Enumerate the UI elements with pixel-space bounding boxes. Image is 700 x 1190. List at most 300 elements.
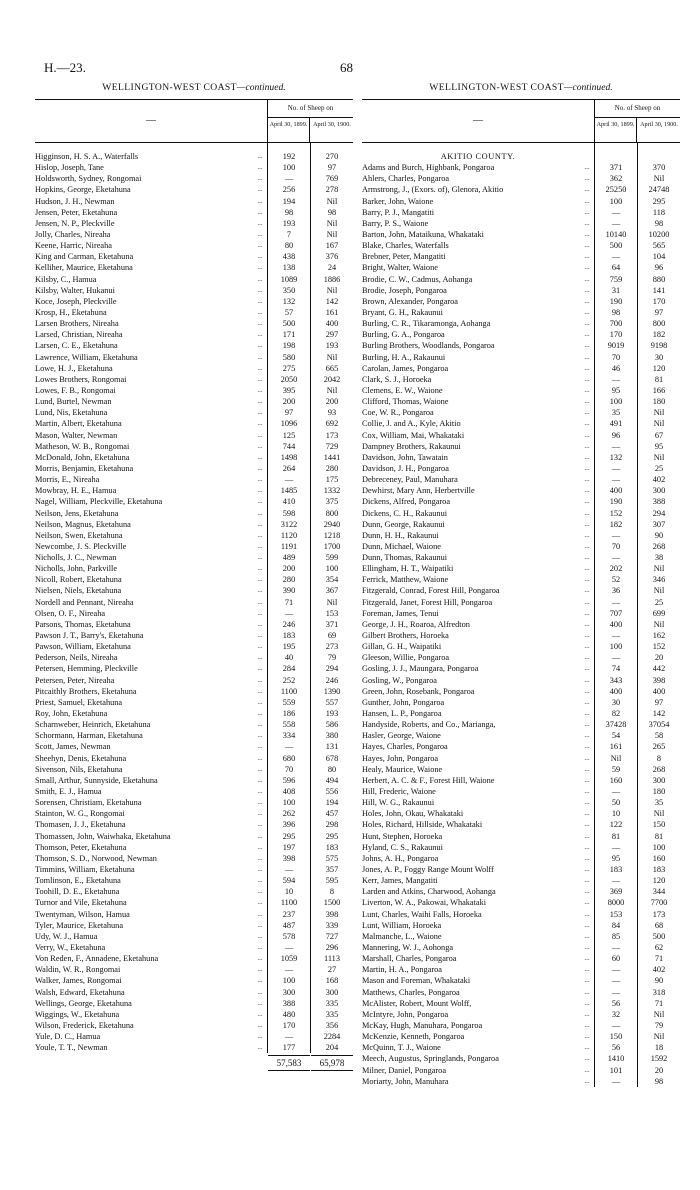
sheep-1900: 665: [325, 363, 339, 373]
table-row: [35, 897, 353, 908]
table-row: [362, 1042, 680, 1053]
leader-dots: ...: [584, 631, 590, 640]
left-totals: [35, 1055, 353, 1071]
owner-name: Dampney Brothers, Rakaunui: [362, 441, 461, 451]
table-row: [35, 764, 353, 775]
sheep-1900: Nil: [653, 408, 665, 418]
sheep-1899: 7: [286, 229, 292, 239]
table-row: [35, 474, 353, 485]
leader-dots: ...: [257, 174, 263, 183]
table-row: [35, 663, 353, 674]
table-row: [35, 853, 353, 864]
owner-name: Timmins, William, Eketahuna: [35, 865, 135, 874]
table-row: [362, 842, 680, 853]
table-row: [35, 340, 353, 351]
leader-dots: ...: [584, 942, 590, 951]
leader-dots: ...: [584, 998, 590, 1007]
leader-dots: ...: [257, 976, 263, 985]
sheep-1899: 190: [609, 497, 623, 507]
sheep-1899: 396: [282, 820, 296, 830]
leader-dots: ...: [257, 475, 263, 484]
sheep-1899: 36: [611, 586, 621, 596]
leader-dots: ...: [584, 441, 590, 450]
leader-dots: ...: [584, 931, 590, 940]
owner-name: Martin, H. A., Pongaroa: [362, 965, 442, 975]
table-row: [362, 808, 680, 819]
leader-dots: ...: [257, 1020, 263, 1029]
leader-dots: ...: [584, 898, 590, 907]
leader-dots: ...: [584, 1054, 590, 1063]
table-row: [362, 597, 680, 608]
sheep-1899: —: [611, 976, 621, 986]
table-row: [362, 240, 680, 251]
sheep-1899: 95: [611, 385, 621, 395]
table-row: [35, 363, 353, 374]
owner-name: Clark, S. J., Horoeka: [362, 374, 432, 384]
table-row: [35, 585, 353, 596]
leader-dots: ...: [584, 709, 590, 718]
leader-dots: ...: [584, 1076, 590, 1085]
leader-dots: ...: [584, 798, 590, 807]
leader-dots: ...: [584, 575, 590, 584]
sheep-1900: 1113: [324, 954, 340, 964]
sheep-1900: 297: [325, 330, 339, 340]
table-row: [35, 385, 353, 396]
total-1900: 65,978: [311, 1055, 353, 1071]
table-row: [362, 430, 680, 441]
sheep-1900: 400: [325, 319, 339, 329]
table-row: [35, 864, 353, 875]
sheep-1900: 1218: [323, 530, 341, 540]
leader-dots: ...: [257, 675, 263, 684]
sheep-1900: Nil: [653, 564, 665, 574]
table-row: [35, 786, 353, 797]
owner-name: Bryant, G. H., Rakaunui: [362, 307, 443, 317]
owner-name: Verry, W., Eketahuna: [35, 942, 106, 952]
owner-name: Nicoll, Robert, Eketahuna: [35, 575, 122, 585]
sheep-1900: 81: [654, 831, 664, 841]
table-row: [362, 218, 680, 229]
sheep-1899: —: [611, 463, 621, 473]
table-row: [35, 641, 353, 652]
owner-name: Fitzgerald, Janet, Forest Hill, Pongaroa: [362, 597, 493, 607]
leader-dots: ...: [584, 218, 590, 227]
owner-name: Nielsen, Niels, Eketahuna: [35, 586, 122, 596]
county-heading: [362, 151, 680, 162]
sheep-1900: 800: [652, 319, 666, 329]
sheep-1900: 294: [325, 664, 339, 674]
sheep-1900: 167: [325, 241, 339, 251]
leader-dots: ...: [584, 608, 590, 617]
owner-name: Meech, Augustus, Springlands, Pongaroa: [362, 1054, 499, 1064]
sheep-1900: 8: [329, 887, 335, 897]
owner-name: Hopkins, George, Eketahuna: [35, 185, 131, 195]
table-row: [35, 975, 353, 986]
sheep-1900: 204: [325, 1043, 339, 1053]
sheep-1899: 160: [609, 775, 623, 785]
sheep-1900: 800: [325, 508, 339, 518]
sheep-1900: 370: [652, 163, 666, 173]
leader-dots: ...: [257, 664, 263, 673]
table-row: [362, 530, 680, 541]
owner-name: Tomlinson, E., Eketahuna: [35, 876, 121, 886]
leader-dots: ...: [257, 430, 263, 439]
sheep-1899: 32: [611, 1009, 621, 1019]
sheep-1900: 357: [325, 865, 339, 874]
sheep-1899: 500: [609, 241, 623, 251]
sheep-1900: 183: [652, 865, 666, 874]
owner-name: Malmanche, L., Waione: [362, 931, 442, 941]
sheep-1899: 74: [611, 664, 621, 674]
sheep-1900: 58: [654, 731, 664, 741]
page-number: 68: [340, 60, 353, 75]
owner-name: Hayes, Charles, Pongaroa: [362, 742, 448, 752]
owner-name: Bright, Walter, Waione: [362, 263, 438, 273]
sheep-1900: 24: [327, 263, 337, 273]
table-row: [362, 853, 680, 864]
owner-name: Clemens, E. W., Waione: [362, 385, 443, 395]
leader-dots: ...: [584, 775, 590, 784]
sheep-1899: 388: [282, 998, 296, 1008]
sheep-1900: 98: [654, 218, 664, 228]
sheep-1900: 442: [652, 664, 666, 674]
table-row: [362, 474, 680, 485]
table-row: [362, 207, 680, 218]
table-row: [35, 708, 353, 719]
leader-dots: ...: [257, 853, 263, 862]
right-name-header: —: [362, 100, 595, 142]
owner-name: Barry, P. J., Mangatiti: [362, 207, 435, 217]
sheep-1900: 1592: [650, 1054, 668, 1064]
table-row: [362, 508, 680, 519]
sheep-1900: 182: [652, 330, 666, 340]
sheep-1900: 95: [654, 441, 664, 451]
sheep-1900: 62: [654, 942, 664, 952]
owner-name: Scott, James, Newman: [35, 742, 111, 752]
owner-name: Mason, Walter, Newman: [35, 430, 118, 440]
sheep-1899: 57: [284, 307, 294, 317]
leader-dots: ...: [257, 274, 263, 283]
owner-name: Lowe, H. J., Eketahuna: [35, 363, 113, 373]
owner-name: Sivenson, Nils, Eketahuna: [35, 764, 123, 774]
sheep-1899: 598: [282, 508, 296, 518]
sheep-1900: 168: [325, 976, 339, 986]
sheep-1899: 50: [611, 798, 621, 808]
sheep-1899: 100: [609, 196, 623, 206]
leader-dots: ...: [584, 820, 590, 829]
table-row: [362, 552, 680, 563]
leader-dots: ...: [584, 1065, 590, 1074]
sheep-1900: 2284: [323, 1032, 341, 1042]
owner-name: Adams and Burch, Highbank, Pongaroa: [362, 163, 495, 173]
sheep-1900: 120: [652, 363, 666, 373]
table-row: [362, 363, 680, 374]
table-row: [35, 931, 353, 942]
owner-name: Tyler, Maurice, Eketahuna: [35, 920, 124, 930]
sheep-1900: 307: [652, 519, 666, 529]
table-row: [362, 396, 680, 407]
sheep-1899: 122: [609, 820, 623, 830]
sheep-1900: 500: [652, 931, 666, 941]
left-name-header: —: [35, 100, 268, 142]
leader-dots: ...: [257, 753, 263, 762]
leader-dots: ...: [257, 185, 263, 194]
table-row: [362, 329, 680, 340]
table-row: [362, 897, 680, 908]
table-row: [362, 485, 680, 496]
leader-dots: ...: [584, 508, 590, 517]
owner-name: Dunn, H. H., Rakaunui: [362, 530, 439, 540]
sheep-1900: 153: [325, 608, 339, 618]
right-title-suffix: —continued.: [563, 82, 613, 93]
leader-dots: ...: [584, 463, 590, 472]
owner-name: Larsed, Christian, Nireaha: [35, 330, 123, 340]
sheep-1899: —: [611, 876, 621, 886]
sheep-1900: 380: [325, 731, 339, 741]
sheep-1899: 52: [611, 575, 621, 585]
sheep-1899: 284: [282, 664, 296, 674]
sheep-1900: 278: [325, 185, 339, 195]
sheep-1899: —: [284, 865, 294, 874]
table-row: [362, 307, 680, 318]
right-rows: [362, 143, 680, 1087]
owner-name: Lund, Nis, Eketahuna: [35, 408, 108, 418]
sheep-1899: 80: [284, 241, 294, 251]
table-row: [35, 240, 353, 251]
sheep-1900: 880: [652, 274, 666, 284]
owner-name: Carolan, James, Pongaroa: [362, 363, 449, 373]
table-row: [35, 1031, 353, 1042]
right-table-body: [362, 143, 680, 1087]
sheep-1900: 280: [325, 463, 339, 473]
table-row: [362, 797, 680, 808]
table-row: [35, 418, 353, 429]
sheep-1899: 1089: [280, 274, 298, 284]
sheep-1899: 161: [609, 742, 623, 752]
sheep-1899: 100: [282, 976, 296, 986]
sheep-1900: 173: [652, 909, 666, 919]
sheep-1900: 339: [325, 920, 339, 930]
owner-name: Mannering, W. J., Aohonga: [362, 942, 454, 952]
leader-dots: ...: [584, 475, 590, 484]
sheep-1899: 1096: [280, 419, 298, 429]
sheep-1899: 150: [609, 1032, 623, 1042]
owner-name: Moriarty, John, Manuhara: [362, 1076, 449, 1086]
table-row: [35, 262, 353, 273]
owner-name: King and Carman, Eketahuna: [35, 252, 134, 262]
leader-dots: ...: [584, 430, 590, 439]
sheep-1900: 556: [325, 787, 339, 797]
sheep-1899: —: [611, 787, 621, 797]
leader-dots: ...: [257, 865, 263, 873]
sheep-1900: Nil: [653, 619, 665, 629]
leader-dots: ...: [584, 497, 590, 506]
sheep-1900: 152: [652, 642, 666, 652]
owner-name: Kilsby, Walter, Hukanui: [35, 285, 115, 295]
owner-name: Thomson, S. D., Norwood, Newman: [35, 853, 157, 863]
leader-dots: ...: [257, 619, 263, 628]
owner-name: Holdsworth, Sydney, Rongomai: [35, 174, 142, 184]
owner-name: Nordell and Pennant, Nireaha: [35, 597, 134, 607]
table-row: [362, 975, 680, 986]
leader-dots: ...: [257, 731, 263, 740]
sheep-1899: 398: [282, 853, 296, 863]
table-row: [362, 675, 680, 686]
sheep-1899: 262: [282, 809, 296, 819]
sheep-1900: 268: [652, 541, 666, 551]
leader-dots: ...: [257, 307, 263, 316]
sheep-1900: 595: [325, 876, 339, 886]
owner-name: Gosling, J. J., Maungara, Pongaroa: [362, 664, 479, 674]
sheep-1900: 161: [325, 307, 339, 317]
owner-name: McKenzie, Kenneth, Pongaroa: [362, 1032, 465, 1042]
sheep-1900: 27: [327, 965, 337, 975]
sheep-1900: 93: [327, 408, 337, 418]
owner-name: Twentyman, Wilson, Hamua: [35, 909, 130, 919]
sheep-1899: 237: [282, 909, 296, 919]
owner-name: Nicholls, J. C., Newman: [35, 553, 117, 563]
table-row: [35, 630, 353, 641]
leader-dots: ...: [257, 319, 263, 328]
sheep-1899: 197: [282, 842, 296, 852]
owner-name: Yule, D. C., Hamua: [35, 1032, 101, 1042]
table-row: [35, 196, 353, 207]
table-row: [35, 329, 353, 340]
sheep-1899: 559: [282, 697, 296, 707]
table-row: [362, 663, 680, 674]
sheep-1900: 376: [325, 252, 339, 262]
sheep-1900: 193: [325, 709, 339, 719]
right-year2-header: April 30, 1900.: [640, 121, 678, 128]
table-row: [362, 764, 680, 775]
owner-name: Lowes, F. B., Rongomai: [35, 385, 116, 395]
leader-dots: ...: [257, 452, 263, 461]
sheep-1900: 300: [325, 987, 339, 997]
owner-name: Koce, Joseph, Pleckville: [35, 296, 117, 306]
table-row: [35, 875, 353, 886]
owner-name: Hansen, L. P., Pongaroa: [362, 709, 442, 719]
table-row: [35, 886, 353, 897]
table-row: [362, 519, 680, 530]
leader-dots: ...: [257, 909, 263, 918]
sheep-1899: 170: [609, 330, 623, 340]
leader-dots: ...: [257, 218, 263, 227]
owner-name: Hislop, Joseph, Tane: [35, 163, 104, 173]
table-row: [362, 953, 680, 964]
table-row: [35, 441, 353, 452]
sheep-1899: 1485: [280, 486, 298, 496]
table-row: [362, 574, 680, 585]
sheep-1900: 120: [652, 876, 666, 886]
sheep-1900: 194: [325, 798, 339, 808]
sheep-1899: 37428: [605, 720, 627, 730]
owner-name: Hill, Frederic, Waione: [362, 787, 436, 797]
sheep-1900: 150: [652, 820, 666, 830]
table-row: [35, 909, 353, 920]
table-row: [35, 652, 353, 663]
sheep-1900: 90: [654, 976, 664, 986]
sheep-1900: 335: [325, 1009, 339, 1019]
owner-name: Barton, John, Mataikuna, Whakataki: [362, 229, 484, 239]
owner-name: Davidson, John, Tawatain: [362, 452, 448, 462]
owner-name: Mowbray, H. E., Hamua: [35, 486, 117, 496]
leader-dots: ...: [257, 486, 263, 495]
owner-name: Healy, Maurice, Waione: [362, 764, 443, 774]
owner-name: Coe, W. R., Pongaroa: [362, 408, 434, 418]
table-row: [362, 630, 680, 641]
sheep-1900: 1441: [323, 452, 341, 462]
leader-dots: ...: [584, 653, 590, 662]
sheep-1900: 575: [325, 853, 339, 863]
left-year1-header: April 30, 1899.: [268, 118, 310, 142]
table-row: [362, 262, 680, 273]
table-row: [35, 831, 353, 842]
sheep-1899: —: [611, 842, 621, 852]
sheep-1899: 2050: [280, 374, 298, 384]
sheep-1900: 402: [652, 475, 666, 485]
leader-dots: ...: [584, 408, 590, 417]
left-sheep-header: No. of Sheep on: [268, 100, 353, 118]
leader-dots: ...: [584, 241, 590, 250]
leader-dots: ...: [257, 207, 263, 216]
owner-name: Roy, John, Eketahuna: [35, 709, 108, 719]
sheep-1899: 186: [282, 709, 296, 719]
leader-dots: ...: [257, 341, 263, 350]
owner-name: Thomson, Peter, Eketahuna: [35, 842, 127, 852]
sheep-1899: 489: [282, 553, 296, 563]
sheep-1899: 183: [282, 631, 296, 641]
owner-name: McQuinn, T. J., Waione: [362, 1043, 441, 1053]
sheep-1899: 25250: [605, 185, 627, 195]
sheep-1900: 586: [325, 720, 339, 730]
owner-name: Burling, G. A., Pongaroa: [362, 330, 445, 340]
leader-dots: ...: [584, 586, 590, 595]
sheep-1900: 769: [325, 174, 339, 184]
owner-name: Green, John, Rosebank, Pongaroa: [362, 686, 475, 696]
sheep-1899: —: [284, 475, 294, 485]
leader-dots: ...: [584, 196, 590, 205]
leader-dots: ...: [257, 397, 263, 406]
sheep-1900: 25: [654, 597, 664, 607]
sheep-1899: 1100: [280, 686, 298, 696]
table-row: [362, 987, 680, 998]
sheep-1900: Nil: [653, 809, 665, 819]
leader-dots: ...: [584, 865, 590, 873]
table-row: [35, 151, 353, 162]
sheep-1900: 100: [325, 564, 339, 574]
sheep-1899: 195: [282, 642, 296, 652]
owner-name: Petersen, Peter, Nireaha: [35, 675, 115, 685]
table-row: [362, 541, 680, 552]
sheep-1899: —: [611, 597, 621, 607]
sheep-1900: 402: [652, 965, 666, 975]
table-row: [35, 1042, 353, 1053]
table-row: [362, 285, 680, 296]
sheep-1900: 71: [654, 954, 664, 964]
sheep-1899: —: [284, 608, 294, 618]
leader-dots: ...: [257, 631, 263, 640]
sheep-1899: 280: [282, 575, 296, 585]
owner-name: Wellings, George, Eketahuna: [35, 998, 132, 1008]
table-row: [362, 1076, 680, 1087]
sheep-1899: 46: [611, 363, 621, 373]
sheep-1900: Nil: [653, 586, 665, 596]
owner-name: Armstrong, J., (Exors. of), Glenora, Akitio: [362, 185, 504, 195]
owner-name: Foreman, James, Tenui: [362, 608, 439, 618]
sheep-1900: 1332: [323, 486, 341, 496]
owner-name: Martin, Albert, Eketahuna: [35, 419, 122, 429]
table-row: [362, 831, 680, 842]
